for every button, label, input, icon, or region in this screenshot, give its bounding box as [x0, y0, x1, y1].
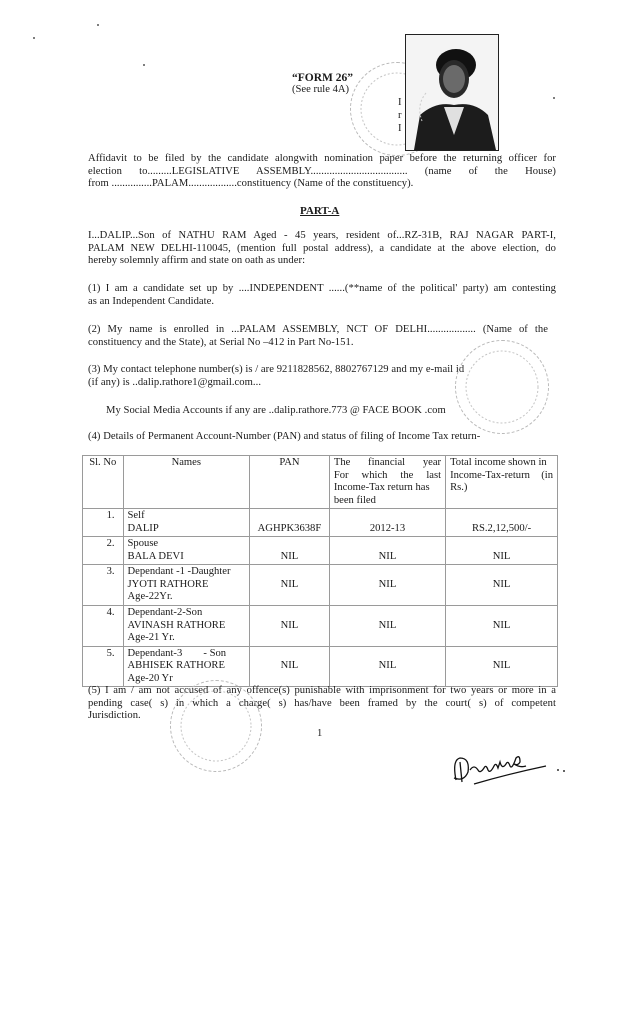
header-line: Income-Tax-return (in — [450, 469, 553, 481]
clause-line: as an Independent Candidate. — [88, 295, 215, 307]
intro-line: Affidavit to be filed by the candidate alongwith nomination paper before the returning officer for — [88, 153, 556, 164]
intro-paragraph — [88, 153, 556, 191]
header-names: Names — [123, 456, 250, 509]
seal-ring-icon — [456, 341, 548, 433]
table-row — [83, 509, 558, 537]
signature — [448, 740, 568, 790]
clause-5 — [88, 685, 556, 723]
declaration-line: hereby solemnly affirm and state on oath as under: — [88, 255, 306, 266]
cell-income: NIL — [446, 606, 558, 647]
person-name: ABHISEK RATHORE — [127, 660, 225, 671]
clause-4: (4) Details of Permanent Account-Number (PAN) and status of filing of Income Tax return- — [88, 431, 481, 442]
cell-sl-no: 1. — [83, 509, 124, 537]
header-financial-year — [329, 456, 445, 509]
person-photo-icon — [406, 35, 498, 150]
cell-financial-year: NIL — [329, 606, 445, 647]
header-pan: PAN — [250, 456, 330, 509]
cell-financial-year: NIL — [329, 537, 445, 565]
cell-pan: NIL — [250, 606, 330, 647]
relation: Spouse — [127, 538, 159, 549]
header-line: Total income shown in — [450, 457, 547, 468]
cell-income: NIL — [446, 565, 558, 606]
cell-income: NIL — [446, 537, 558, 565]
cell-financial-year: NIL — [329, 565, 445, 606]
scan-speck — [33, 37, 35, 39]
relation: Dependant -1 -Daughter — [127, 566, 231, 577]
relation: Self — [127, 510, 145, 521]
intro-line: from ...............PALAM..................constituency (Name of the constituency). — [88, 178, 414, 189]
clause-line: (2) My name is enrolled in ...PALAM ASSEMBLY, NCT OF DELHI.................. (Name of the — [88, 324, 548, 335]
clause-line: constituency and the State), at Serial No –412 in Part No-151. — [88, 336, 354, 348]
clause-line: (3) My contact telephone number(s) is / are 9211828562, 8802767129 and my e-mail id — [88, 364, 465, 375]
cell-name — [123, 537, 250, 565]
clause-1 — [88, 283, 556, 308]
social-media-accounts: My Social Media Accounts if any are ..dalip.rathore.773 @ FACE BOOK .com — [106, 405, 446, 416]
header-line: The financial year — [333, 457, 442, 468]
clause-line: pending case( s) in which a charge( s) has/have been framed by the court( s) of competent — [88, 697, 556, 709]
photo-margin-letters: I r I — [398, 97, 402, 134]
candidate-photo — [405, 34, 499, 151]
cell-sl-no: 2. — [83, 537, 124, 565]
person-age: Age-21 Yr. — [127, 632, 175, 643]
clause-line: (5) I am / am not accused of any offence(s) punishable with imprisonment for two years or more in a — [88, 685, 556, 696]
clause-line: Jurisdiction. — [88, 710, 141, 721]
declaration-line: I...DALIP...Son of NATHU RAM Aged - 45 years, resident of...RZ-31B, RAJ NAGAR PART-I, — [88, 230, 556, 241]
header-sl-no: Sl. No — [83, 456, 124, 509]
table-row — [83, 537, 558, 565]
cell-financial-year: NIL — [329, 646, 445, 687]
part-a-heading: PART-A — [300, 205, 340, 217]
person-age: Age-20 Yr — [127, 672, 173, 684]
header-line: Income-Tax return has — [333, 482, 430, 493]
cell-pan: AGHPK3638F — [250, 509, 330, 537]
official-seal-stamp — [455, 340, 549, 434]
relation: Dependant-3 - Son — [127, 647, 227, 659]
cell-name — [123, 509, 250, 537]
cell-pan: NIL — [250, 646, 330, 687]
person-age: Age-22Yr. — [127, 591, 173, 602]
cell-pan: NIL — [250, 565, 330, 606]
person-name: AVINASH RATHORE — [127, 619, 226, 631]
header-total-income — [446, 456, 558, 509]
scan-speck — [143, 64, 145, 66]
cell-income: NIL — [446, 646, 558, 687]
declaration-paragraph — [88, 230, 556, 268]
intro-line: election to.........LEGISLATIVE ASSEMBLY.................................... (name of the House) — [88, 165, 556, 177]
official-seal-stamp — [170, 680, 262, 772]
scan-speck — [553, 97, 555, 99]
cell-sl-no: 3. — [83, 565, 124, 606]
cell-sl-no: 4. — [83, 606, 124, 647]
person-name: BALA DEVI — [127, 550, 184, 562]
table-row — [83, 646, 558, 687]
cell-name — [123, 565, 250, 606]
relation: Dependant-2-Son — [127, 607, 203, 618]
cell-pan: NIL — [250, 537, 330, 565]
form-subtitle: (See rule 4A) — [292, 84, 350, 95]
form-title: “FORM 26” — [292, 72, 354, 84]
table-header-row — [83, 456, 558, 509]
clause-line: (1) I am a candidate set up by ....INDEPENDENT ......(**name of the political' party) am contesting — [88, 283, 556, 294]
cell-name — [123, 606, 250, 647]
declaration-line: PALAM NEW DELHI-110045, (mention full postal address), a candidate at the above election, do — [88, 242, 556, 254]
header-line: Rs.) — [450, 482, 468, 493]
cell-income: RS.2,12,500/- — [446, 509, 558, 537]
seal-ring-icon — [171, 681, 261, 771]
person-name: JYOTI RATHORE — [127, 578, 209, 590]
header-line: been filed — [333, 494, 376, 506]
pan-details-table — [82, 455, 558, 687]
table-row — [83, 565, 558, 606]
clause-line: (if any) is ..dalip.rathore1@gmail.com... — [88, 376, 262, 388]
page-number: 1 — [317, 728, 323, 739]
person-name: DALIP — [127, 522, 159, 534]
header-line: For which the last — [333, 469, 442, 481]
handwritten-signature-icon — [448, 740, 568, 790]
table-row — [83, 606, 558, 647]
cell-financial-year: 2012-13 — [329, 509, 445, 537]
scan-speck — [97, 24, 99, 26]
cell-sl-no: 5. — [83, 646, 124, 687]
